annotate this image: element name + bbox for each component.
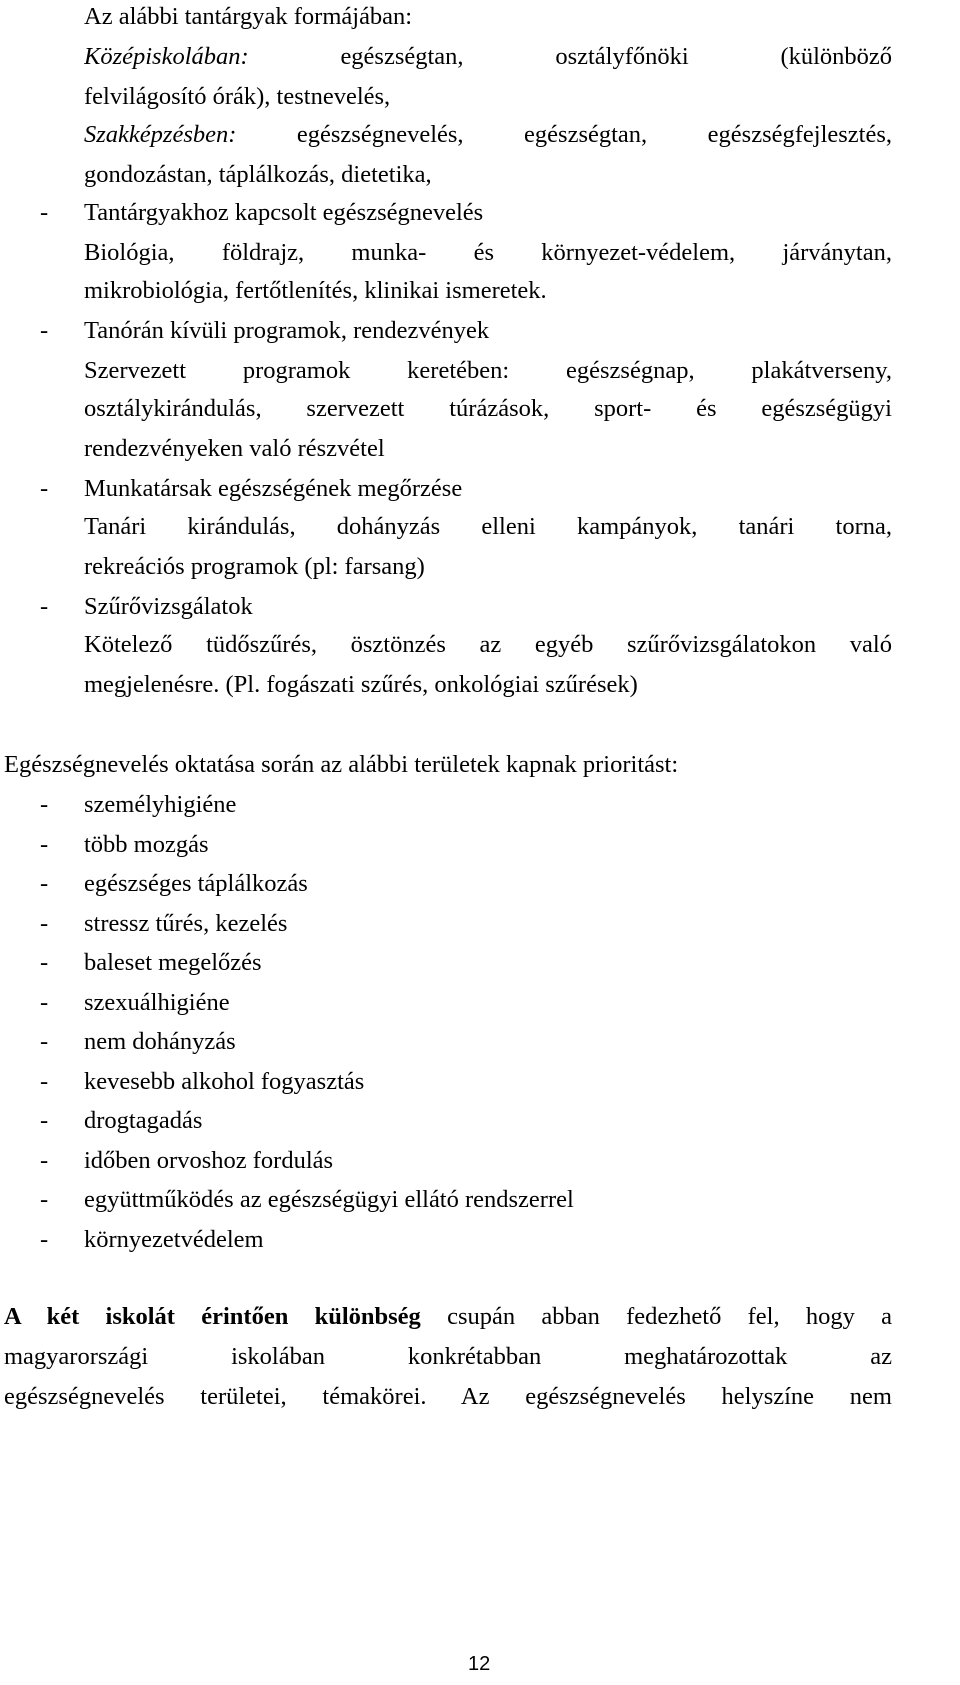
priority-dash: - bbox=[40, 791, 49, 818]
final-line-1 bbox=[4, 1302, 892, 1332]
school-line bbox=[84, 42, 892, 72]
final-bold-phrase: A két iskolát érintően különbség bbox=[4, 1303, 421, 1330]
vocational-text: egészségnevelés, egészségtan, egészségfejlesztés, bbox=[296, 121, 892, 148]
priority-dash: - bbox=[40, 910, 49, 937]
staff-line-2: rekreációs programok (pl: farsang) bbox=[84, 553, 425, 580]
programs-line-2: osztálykirándulás, szervezett túrázások, sport- és egészségügyi bbox=[84, 395, 892, 422]
priority-item: személyhigiéne bbox=[84, 791, 237, 818]
final-line-3: egészségnevelés területei, témakörei. Az egészségnevelés helyszíne nem bbox=[4, 1383, 892, 1410]
vocational-line bbox=[84, 120, 892, 150]
programs-line-3: rendezvényeken való részvétel bbox=[84, 435, 385, 462]
priority-item: nem dohányzás bbox=[84, 1028, 236, 1055]
final-line-1-rest: csupán abban fedezhető fel, hogy a bbox=[447, 1303, 892, 1330]
bullet-dash: - bbox=[40, 199, 49, 226]
bullet-title-staff-health: Munkatársak egészségének megőrzése bbox=[84, 475, 463, 502]
programs-line-1: Szervezett programok keretében: egészségnap, plakátverseny, bbox=[84, 357, 892, 384]
priority-intro: Egészségnevelés oktatása során az alábbi területek kapnak prioritást: bbox=[4, 751, 679, 778]
bullet-title-subjects: Tantárgyakhoz kapcsolt egészségnevelés bbox=[84, 199, 484, 226]
bullet-title-programs: Tanórán kívüli programok, rendezvények bbox=[84, 317, 490, 344]
priority-dash: - bbox=[40, 1147, 49, 1174]
priority-item: több mozgás bbox=[84, 831, 209, 858]
priority-item: időben orvoshoz fordulás bbox=[84, 1147, 334, 1174]
final-line-2: magyarországi iskolában konkrétabban meghatározottak az bbox=[4, 1343, 892, 1370]
priority-dash: - bbox=[40, 989, 49, 1016]
priority-item: stressz tűrés, kezelés bbox=[84, 910, 288, 937]
intro-line: Az alábbi tantárgyak formájában: bbox=[84, 3, 413, 30]
school-text-c: (különböző bbox=[780, 43, 892, 70]
priority-dash: - bbox=[40, 870, 49, 897]
bullet-dash: - bbox=[40, 475, 49, 502]
page-number: 12 bbox=[468, 1653, 491, 1675]
priority-item: szexuálhigiéne bbox=[84, 989, 230, 1016]
school-label: Középiskolában: bbox=[84, 43, 249, 70]
school-line-2: felvilágosító órák), testnevelés, bbox=[84, 83, 391, 110]
bullet-dash: - bbox=[40, 593, 49, 620]
staff-line-1: Tanári kirándulás, dohányzás elleni kampányok, tanári torna, bbox=[84, 513, 892, 540]
screening-line-1: Kötelező tüdőszűrés, ösztönzés az egyéb szűrővizsgálatokon való bbox=[84, 631, 892, 658]
priority-dash: - bbox=[40, 831, 49, 858]
vocational-line-2: gondozástan, táplálkozás, dietetika, bbox=[84, 161, 432, 188]
priority-item: környezetvédelem bbox=[84, 1226, 264, 1253]
priority-item: drogtagadás bbox=[84, 1107, 203, 1134]
subjects-line-2: mikrobiológia, fertőtlenítés, klinikai ismeretek. bbox=[84, 277, 547, 304]
priority-item: egészséges táplálkozás bbox=[84, 870, 308, 897]
school-text-a: egészségtan, bbox=[340, 43, 464, 70]
bullet-dash: - bbox=[40, 317, 49, 344]
priority-dash: - bbox=[40, 1107, 49, 1134]
priority-dash: - bbox=[40, 1028, 49, 1055]
priority-dash: - bbox=[40, 1068, 49, 1095]
priority-item: kevesebb alkohol fogyasztás bbox=[84, 1068, 365, 1095]
vocational-label: Szakképzésben: bbox=[84, 121, 237, 148]
priority-dash: - bbox=[40, 949, 49, 976]
subjects-line-1: Biológia, földrajz, munka- és környezet-védelem, járványtan, bbox=[84, 239, 892, 266]
screening-line-2: megjelenésre. (Pl. fogászati szűrés, onkológiai szűrések) bbox=[84, 671, 638, 698]
school-text-b: osztályfőnöki bbox=[555, 43, 689, 70]
priority-dash: - bbox=[40, 1226, 49, 1253]
priority-dash: - bbox=[40, 1186, 49, 1213]
priority-item: együttműködés az egészségügyi ellátó rendszerrel bbox=[84, 1186, 574, 1213]
bullet-title-screening: Szűrővizsgálatok bbox=[84, 593, 253, 620]
priority-item: baleset megelőzés bbox=[84, 949, 262, 976]
